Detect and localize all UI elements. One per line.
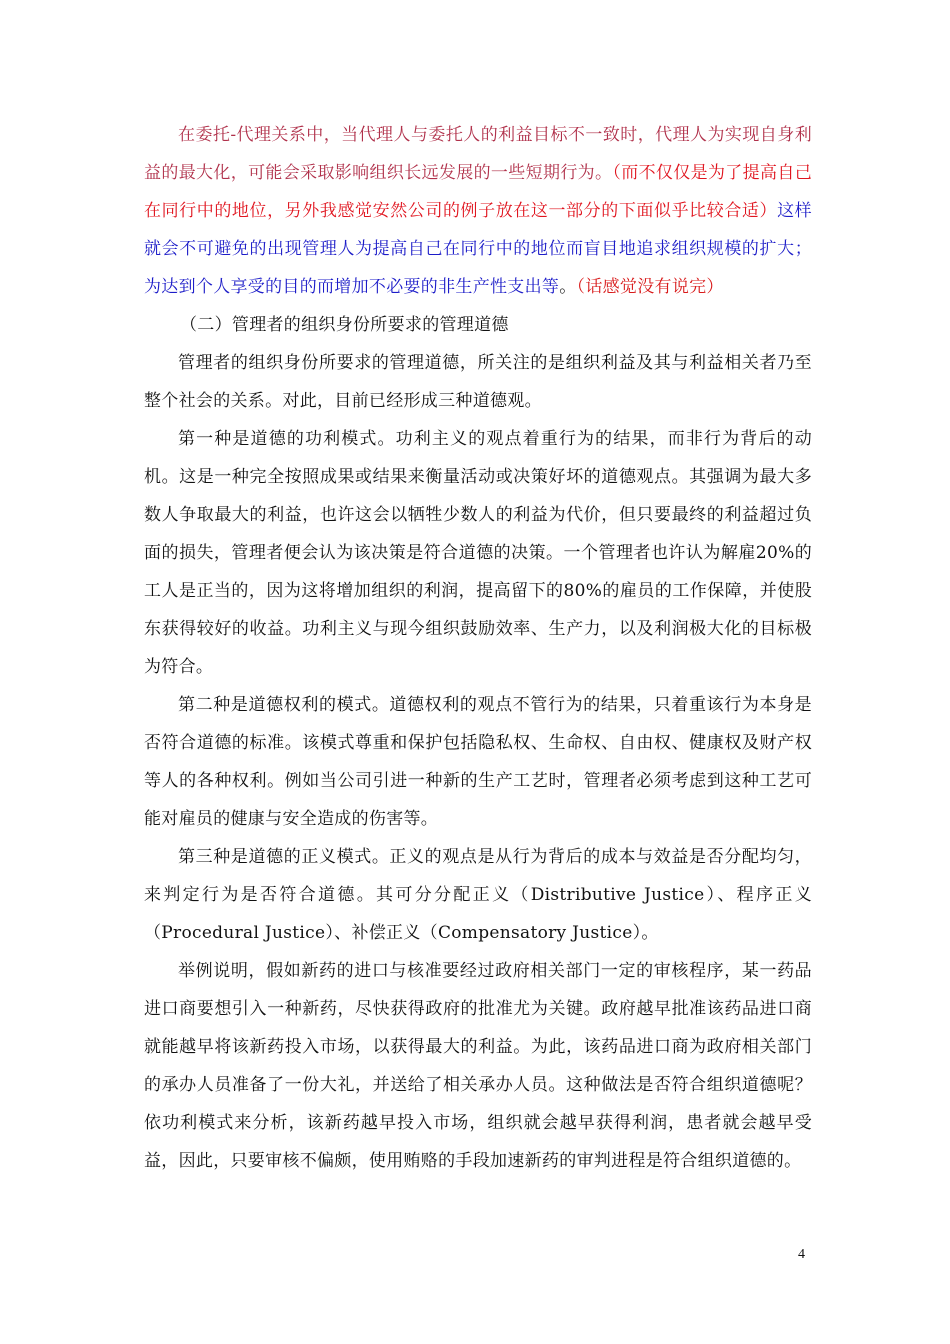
document-body [144,116,812,1180]
paragraph-example: 举例说明，假如新药的进口与核准要经过政府相关部门一定的审核程序，某一药品进口商要想引入一种新药，尽快获得政府的批准尤为关键。政府越早批准该药品进口商就能越早将该新药投入市场，以获得最大的利益。为此，该药品进口商为政府相关部门的承办人员准备了一份大礼，并送给了相关承办人员。这种做法是否符合组织道德呢？依功利模式来分析，该新药越早投入市场，组织就会越早获得利润，患者就会越早受益，因此，只要审核不偏颇，使用贿赂的手段加速新药的审判进程是符合组织道德的。 [144,961,812,1171]
page-number: 4 [798,1247,805,1262]
section-heading: （二）管理者的组织身份所要求的管理道德 [180,315,509,335]
paragraph-agency-relationship [144,116,812,306]
text-segment-revised: 这样就会不可避免的出现管理人为提高自己在同行中的地位而盲目地追求组织规模的扩大；为达到个人享受的目的而增加不必要的非生产性支出等 [144,201,812,297]
paragraph-rights-model: 第二种是道德权利的模式。道德权利的观点不管行为的结果，只着重该行为本身是否符合道德的标准。该模式尊重和保护包括隐私权、生命权、自由权、健康权及财产权等人的各种权利。例如当公司引进一种新的生产工艺时，管理者必须考虑到这种工艺可能对雇员的健康与安全造成的伤害等。 [144,695,812,829]
text-segment-main: 在委托-代理关系中，当代理人与委托人的利益目标不一致时，代理人为实现自身利益的最大化，可能会采取影响组织长远发展的一些短期行为。 [144,125,812,183]
paragraph-justice-model: 第三种是道德的正义模式。正义的观点是从行为背后的成本与效益是否分配均匀，来判定行为是否符合道德。其可分分配正义（Distributive Justice）、程序正义（Procedural Justice）、补偿正义（Compensatory Justice）。 [144,847,812,943]
paragraph-three-ethics-views: 管理者的组织身份所要求的管理道德，所关注的是组织利益及其与利益相关者乃至整个社会的关系。对此，目前已经形成三种道德观。 [144,353,812,411]
reviewer-comment-note: （而不仅仅是为了提高自己在同行中的地位，另外我感觉安然公司的例子放在这一部分的下面似乎比较合适） [144,163,812,221]
paragraph-utilitarian-model: 第一种是道德的功利模式。功利主义的观点着重行为的结果，而非行为背后的动机。这是一种完全按照成果或结果来衡量活动或决策好坏的道德观点。其强调为最大多数人争取最大的利益，也许这会以牺牲少数人的利益为代价，但只要最终的利益超过负面的损失，管理者便会认为该决策是符合道德的决策。一个管理者也许认为解雇20%的工人是正当的，因为这将增加组织的利润，提高留下的80%的雇员的工作保障，并使股东获得较好的收益。功利主义与现今组织鼓励效率、生产力，以及利润极大化的目标极为符合。 [144,429,812,677]
text-period: 。 [559,277,577,297]
reviewer-comment-tail: （话感觉没有说完） [576,277,724,297]
